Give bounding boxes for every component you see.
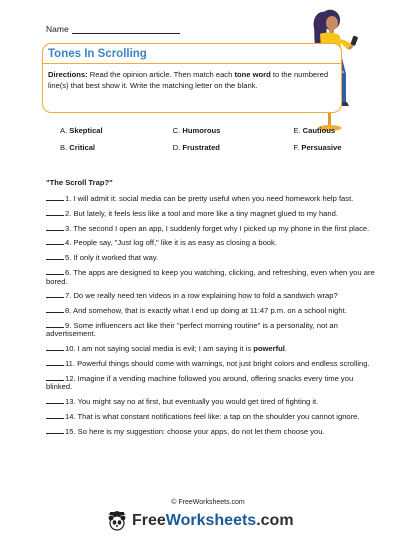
option-c: C. Humorous	[172, 126, 221, 135]
options-row-2	[44, 143, 384, 152]
article-line-12: 12. Imagine if a vending machine followed you around, offering snacks every time you blinked.	[46, 373, 354, 392]
brand-text: FreeWorksheets.com	[132, 512, 294, 529]
article-line-5: 5. If only it worked that way.	[46, 253, 380, 263]
option-d: D. Frustrated	[172, 143, 220, 152]
article-line-6: 6. The apps are designed to keep you watching, clicking, and refreshing, even when you are bored.	[46, 267, 375, 286]
tone-options	[44, 126, 384, 160]
answer-blank[interactable]	[46, 412, 64, 419]
article-line-2: 2. But lately, it feels less like a tool and more like a tiny magnet glued to my hand.	[46, 209, 380, 219]
article-line-9: 9. Some influencers act like their "perfect morning routine" is a personality, not an advertisement.	[46, 320, 338, 339]
option-b: B. Critical	[60, 143, 96, 152]
answer-blank[interactable]	[46, 194, 64, 201]
directions-text-2: to the numbered line(s) that best show it. Write the matching letter on the blank.	[48, 70, 329, 90]
answer-blank[interactable]	[46, 291, 64, 298]
directions-label: Directions:	[48, 70, 88, 79]
answer-blank[interactable]	[46, 397, 64, 404]
name-blank[interactable]	[72, 25, 180, 34]
article-line-3: 3. The second I open an app, I suddenly forget why I picked up my phone in the first place.	[46, 224, 380, 234]
article-line-8: 8. And somehow, that is exactly what I end up doing at 11:47 p.m. on a school night.	[46, 306, 380, 316]
article-line-14: 14. That is what constant notifications feel like: a tap on the shoulder you cannot ignore.	[46, 412, 380, 422]
name-row	[46, 24, 180, 34]
name-label: Name	[46, 24, 69, 34]
directions-bold-word: tone word	[234, 70, 271, 79]
option-e: E. Cautious	[293, 126, 336, 135]
directions	[48, 69, 332, 91]
answer-blank[interactable]	[46, 209, 64, 216]
answer-blank[interactable]	[46, 238, 64, 245]
article-line-13: 13. You might say no at first, but eventually you would get tired of fighting it.	[46, 397, 380, 407]
footer-url[interactable]: © FreeWorksheets.com	[171, 499, 245, 506]
article-line-4: 4. People say, "Just log off," like it is as easy as closing a book.	[46, 238, 380, 248]
article-line-1: 1. I will admit it: social media can be pretty useful when you need homework help fast.	[46, 194, 380, 204]
answer-blank[interactable]	[46, 359, 64, 366]
article-title: "The Scroll Trap?"	[46, 178, 113, 187]
article	[46, 178, 380, 442]
answer-blank[interactable]	[46, 374, 64, 381]
option-f: F. Persuasive	[293, 143, 342, 152]
answer-blank[interactable]	[46, 427, 64, 434]
panda-mascot-icon	[106, 511, 128, 531]
answer-blank[interactable]	[46, 321, 64, 328]
article-line-11: 11. Powerful things should come with warnings, not just bright colors and endless scrolling.	[46, 359, 380, 369]
title-strip	[43, 44, 341, 64]
page-title: Tones In Scrolling	[48, 47, 147, 60]
article-line-10: 10. I am not saying social media is evil; I am saying it is powerful.	[46, 344, 380, 354]
answer-blank[interactable]	[46, 344, 64, 351]
option-a: A. Skeptical	[60, 126, 103, 135]
answer-blank[interactable]	[46, 306, 64, 313]
article-line-15: 15. So here is my suggestion: choose your apps, do not let them choose you.	[46, 427, 380, 437]
directions-text-1: Read the opinion article. Then match each	[87, 70, 235, 79]
options-row-1	[44, 126, 384, 135]
brand-logo[interactable]	[106, 511, 294, 531]
article-line-7: 7. Do we really need ten videos in a row explaining how to fold a sandwich wrap?	[46, 291, 380, 301]
header-box	[42, 43, 342, 113]
answer-blank[interactable]	[46, 268, 64, 275]
answer-blank[interactable]	[46, 253, 64, 260]
answer-blank[interactable]	[46, 224, 64, 231]
